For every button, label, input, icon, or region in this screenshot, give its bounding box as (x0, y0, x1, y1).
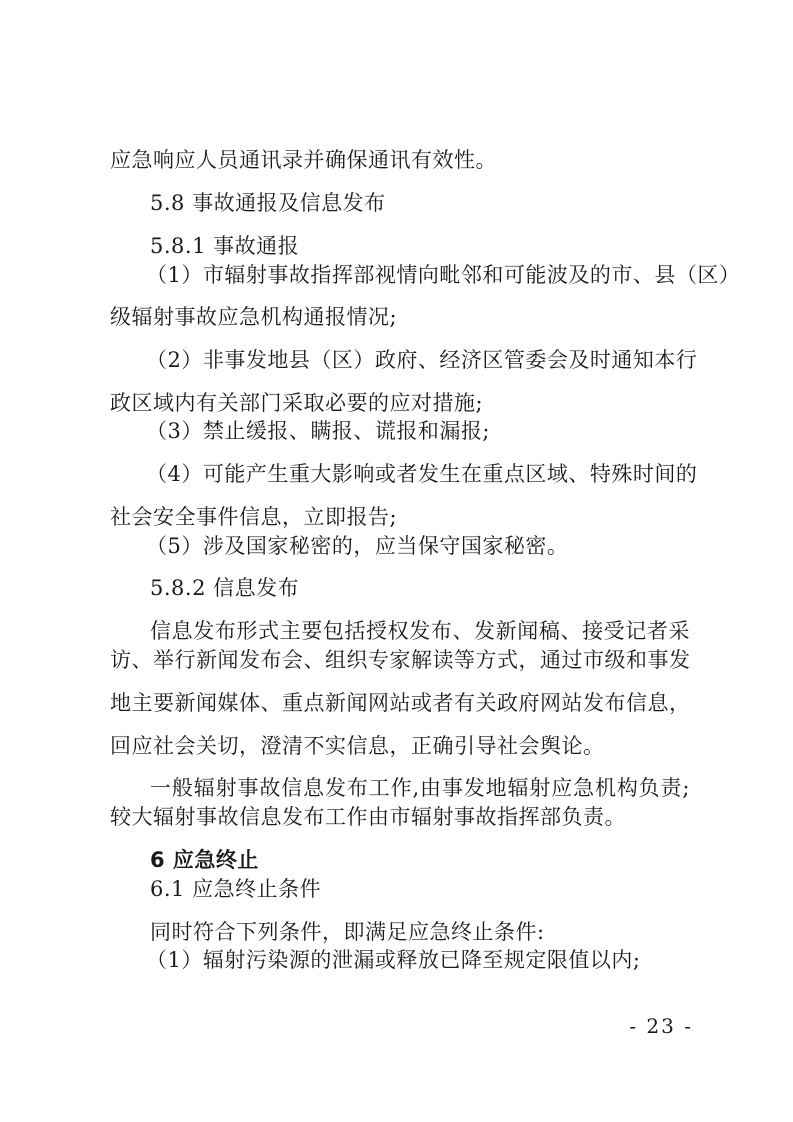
list-item-6-1-1: （1）辐射污染源的泄漏或释放已降至规定限值以内; (146, 948, 641, 972)
paragraph-line: 信息发布形式主要包括授权发布、发新闻稿、接受记者采 (150, 619, 690, 643)
paragraph-line: 较大辐射事故信息发布工作由市辐射事故指挥部负责。 (110, 805, 626, 829)
list-item-1-line-1: （1）市辐射事故指挥部视情向毗邻和可能波及的市、县（区） (146, 263, 741, 287)
paragraph-line: 地主要新闻媒体、重点新闻网站或者有关政府网站发布信息， (110, 691, 691, 715)
list-item-1-line-2: 级辐射事故应急机构通报情况; (110, 305, 398, 329)
list-item-5: （5）涉及国家秘密的，应当保守国家秘密。 (146, 534, 569, 558)
page-number: - 23 - (629, 1014, 693, 1038)
paragraph-line: 同时符合下列条件，即满足应急终止条件: (150, 920, 545, 944)
paragraph-line: 访、举行新闻发布会、组织专家解读等方式，通过市级和事发 (110, 648, 691, 672)
paragraph-line: 应急响应人员通讯录并确保通讯有效性。 (110, 148, 497, 172)
section-heading-5-8: 5.8 事故通报及信息发布 (150, 191, 386, 215)
subsection-heading-5-8-2: 5.8.2 信息发布 (150, 576, 300, 600)
list-item-4-line-2: 社会安全事件信息，立即报告; (110, 505, 398, 529)
list-item-4-line-1: （4）可能产生重大影响或者发生在重点区域、特殊时间的 (146, 462, 698, 486)
subsection-heading-6-1: 6.1 应急终止条件 (150, 877, 322, 901)
list-item-3: （3）禁止缓报、瞒报、谎报和漏报; (146, 419, 490, 443)
list-item-2-line-1: （2）非事发地县（区）政府、经济区管委会及时通知本行 (146, 348, 698, 372)
subsection-heading-5-8-1: 5.8.1 事故通报 (150, 234, 300, 258)
paragraph-line: 一般辐射事故信息发布工作,由事发地辐射应急机构负责; (150, 776, 690, 800)
section-heading-6: 6 应急终止 (150, 848, 259, 872)
paragraph-line: 回应社会关切，澄清不实信息，正确引导社会舆论。 (110, 734, 605, 758)
list-item-2-line-2: 政区域内有关部门采取必要的应对措施; (110, 391, 484, 415)
